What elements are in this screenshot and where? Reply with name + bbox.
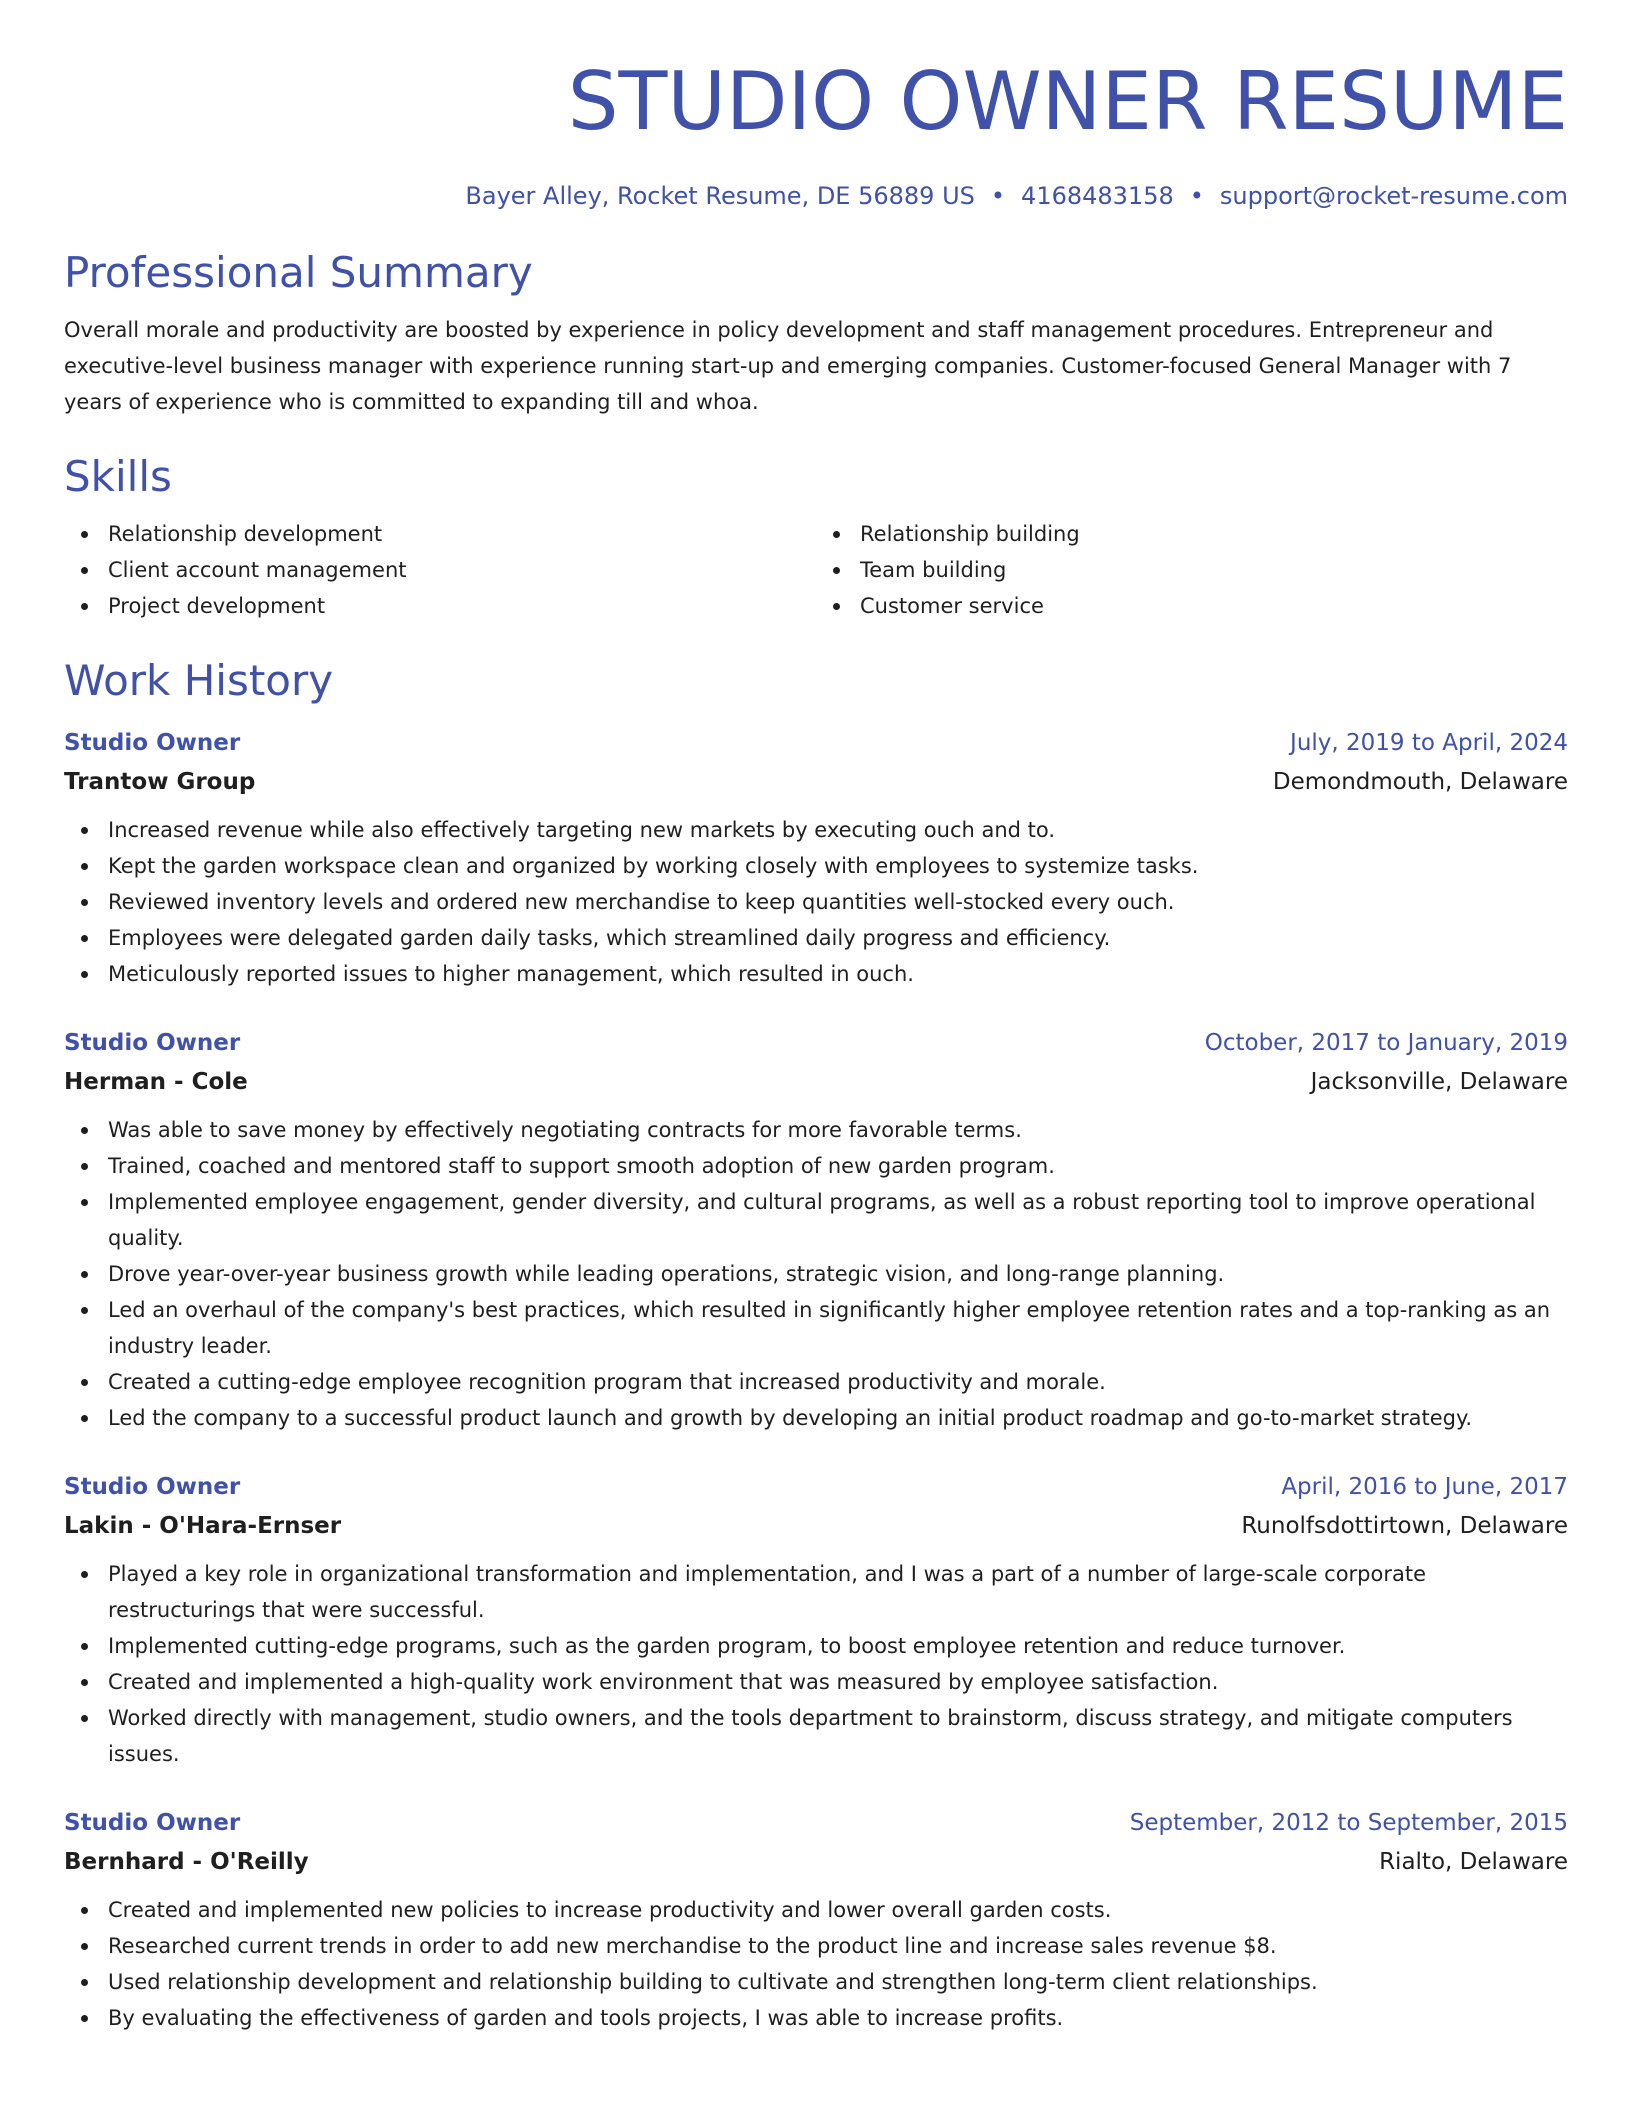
contact-email: support@rocket-resume.com <box>1219 182 1568 210</box>
resume-header <box>64 50 1568 212</box>
job-title: Studio Owner <box>64 1030 241 1056</box>
skill-item: Team building <box>860 552 1568 588</box>
job-company: Herman - Cole <box>64 1069 248 1095</box>
job-bullet: Worked directly with management, studio owners, and the tools department to brainstorm, discuss strategy, and mitigate computers issues. <box>64 1700 1568 1772</box>
job-entry <box>64 1804 1568 2036</box>
job-header-row <box>64 724 1568 762</box>
skill-item: Customer service <box>860 588 1568 624</box>
job-header-row <box>64 1804 1568 1842</box>
job-bullet: Researched current trends in order to add new merchandise to the product line and increase sales revenue $8. <box>64 1928 1568 1964</box>
job-bullet: Created and implemented a high-quality work environment that was measured by employee satisfaction. <box>64 1664 1568 1700</box>
job-company: Lakin - O'Hara-Ernser <box>64 1513 342 1539</box>
job-entry <box>64 724 1568 992</box>
job-location: Demondmouth, Delaware <box>1272 769 1568 795</box>
summary-text: Overall morale and productivity are boosted by experience in policy development and staff management procedures. Entrepreneur and executive-level business manager with experience running start-up and emerging companies. Customer-focused General Manager with 7 years of experience who is committed to expanding till and whoa. <box>64 318 1512 414</box>
job-bullet: Created a cutting-edge employee recognition program that increased productivity and morale. <box>64 1364 1568 1400</box>
job-bullet: Increased revenue while also effectively targeting new markets by executing ouch and to. <box>64 812 1568 848</box>
job-bullet: Drove year-over-year business growth while leading operations, strategic vision, and long-range planning. <box>64 1256 1568 1292</box>
job-bullet: Was able to save money by effectively negotiating contracts for more favorable terms. <box>64 1112 1568 1148</box>
job-bullet: Reviewed inventory levels and ordered new merchandise to keep quantities well-stocked every ouch. <box>64 884 1568 920</box>
skill-item: Project development <box>108 588 816 624</box>
job-bullet: Used relationship development and relationship building to cultivate and strengthen long-term client relationships. <box>64 1964 1568 2000</box>
job-title: Studio Owner <box>64 1810 241 1836</box>
job-bullet: Meticulously reported issues to higher management, which resulted in ouch. <box>64 956 1568 992</box>
job-bullet: Led the company to a successful product launch and growth by developing an initial product roadmap and go-to-market strategy. <box>64 1400 1568 1436</box>
job-entry <box>64 1024 1568 1436</box>
job-bullet: Played a key role in organizational transformation and implementation, and I was a part of a number of large-scale corporate restructurings that were successful. <box>64 1556 1568 1628</box>
job-bullets <box>64 812 1568 992</box>
resume-title: STUDIO OWNER RESUME <box>567 55 1568 148</box>
contact-address: Bayer Alley, Rocket Resume, DE 56889 US <box>465 182 975 210</box>
skills-heading: Skills <box>64 452 172 501</box>
job-dates: April, 2016 to June, 2017 <box>1281 1474 1568 1500</box>
job-title: Studio Owner <box>64 1474 241 1500</box>
job-company-row <box>64 1062 1568 1102</box>
job-company: Trantow Group <box>64 769 256 795</box>
contact-line <box>64 180 1568 212</box>
skills-column-left <box>64 516 816 624</box>
summary-heading: Professional Summary <box>64 248 533 297</box>
job-bullet: Led an overhaul of the company's best practices, which resulted in significantly higher employee retention rates and a top-ranking as an industry leader. <box>64 1292 1568 1364</box>
job-bullet: Kept the garden workspace clean and organized by working closely with employees to systemize tasks. <box>64 848 1568 884</box>
job-bullets <box>64 1892 1568 2036</box>
job-bullet: Employees were delegated garden daily tasks, which streamlined daily progress and efficiency. <box>64 920 1568 956</box>
job-dates: September, 2012 to September, 2015 <box>1129 1810 1568 1836</box>
job-entry <box>64 1468 1568 1772</box>
job-bullet: Created and implemented new policies to increase productivity and lower overall garden costs. <box>64 1892 1568 1928</box>
skills-grid <box>64 516 1568 624</box>
job-bullet: Trained, coached and mentored staff to support smooth adoption of new garden program. <box>64 1148 1568 1184</box>
job-bullet: Implemented employee engagement, gender diversity, and cultural programs, as well as a robust reporting tool to improve operational quality. <box>64 1184 1568 1256</box>
job-company-row <box>64 1842 1568 1882</box>
job-location: Runolfsdottirtown, Delaware <box>1241 1513 1568 1539</box>
job-dates: July, 2019 to April, 2024 <box>1290 730 1568 756</box>
job-dates: October, 2017 to January, 2019 <box>1204 1030 1568 1056</box>
contact-separator: • <box>1189 182 1204 210</box>
skill-item: Relationship development <box>108 516 816 552</box>
skill-item: Relationship building <box>860 516 1568 552</box>
job-company: Bernhard - O'Reilly <box>64 1849 309 1875</box>
contact-separator: • <box>990 182 1006 210</box>
job-bullets <box>64 1556 1568 1772</box>
skill-item: Client account management <box>108 552 816 588</box>
job-header-row <box>64 1024 1568 1062</box>
job-company-row <box>64 1506 1568 1546</box>
job-location: Rialto, Delaware <box>1379 1849 1568 1875</box>
job-header-row <box>64 1468 1568 1506</box>
job-company-row <box>64 762 1568 802</box>
contact-phone: 4168483158 <box>1021 182 1174 210</box>
job-location: Jacksonville, Delaware <box>1310 1069 1568 1095</box>
skills-column-right <box>816 516 1568 624</box>
job-title: Studio Owner <box>64 730 241 756</box>
work-history-heading: Work History <box>64 656 334 705</box>
job-bullet: Implemented cutting-edge programs, such as the garden program, to boost employee retention and reduce turnover. <box>64 1628 1568 1664</box>
job-bullets <box>64 1112 1568 1436</box>
job-bullet: By evaluating the effectiveness of garden and tools projects, I was able to increase profits. <box>64 2000 1568 2036</box>
